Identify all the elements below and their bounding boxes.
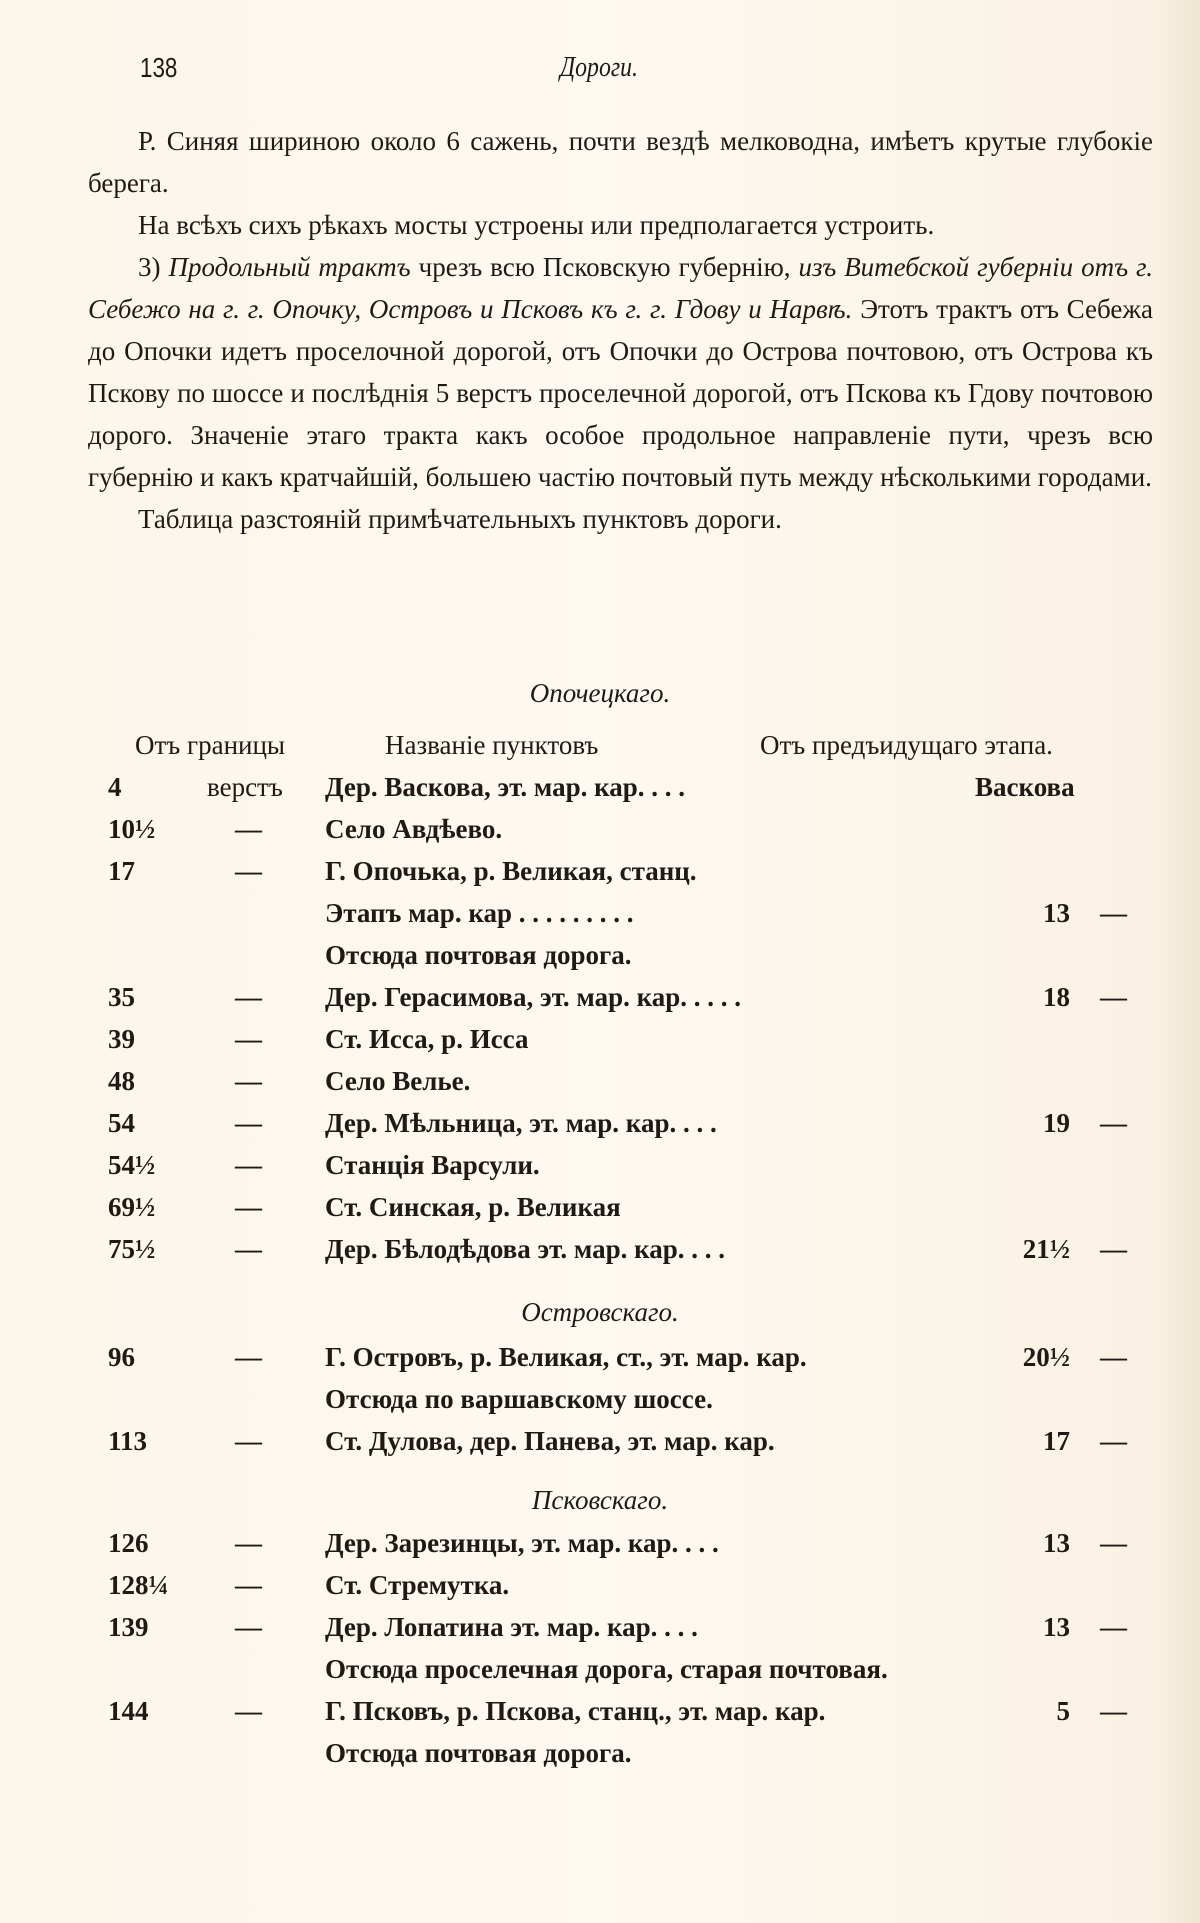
table-row (0, 1192, 1200, 1234)
stage-distance-unit: — (1100, 1528, 1127, 1558)
distance-from-border: 113 (108, 1426, 148, 1456)
distance-from-border: 126 (108, 1528, 149, 1558)
table-row (0, 1426, 1200, 1468)
place-name: Дер. Зарезинцы, эт. мар. кар. . . . (325, 1528, 719, 1558)
paragraph-longitudinal-tract (88, 246, 1153, 498)
table-row (0, 1024, 1200, 1066)
table-row (0, 1066, 1200, 1108)
table-row (0, 1108, 1200, 1150)
place-name: Отсюда проселечная дорога, старая почтовая. (325, 1654, 888, 1684)
stage-distance-unit: — (1100, 1342, 1127, 1372)
place-name: Этапъ мар. кар . . . . . . . . . (325, 898, 634, 928)
place-name: Дер. Васкова, эт. мар. кар. . . . (325, 772, 686, 802)
distance-unit: — (235, 1612, 262, 1642)
place-name: Станція Варсули. (325, 1150, 540, 1180)
tract-description: Этотъ трактъ отъ Себежа до Опочки идетъ проселочной дорогой, отъ Опочки до Острова почтовою, отъ Острова къ Пскову по шоссе и послѣднія 5 верстъ проселечной дорогой, отъ Пскова къ Гдову почтовою дорого. Значеніе этаго тракта какъ особое продольное направленіе пути, чрезъ всю губернію и какъ кратчайшій, большею частію почтовый путь между нѣсколькими городами. (88, 294, 1153, 492)
place-name: Отсюда по варшавскому шоссе. (325, 1384, 713, 1414)
table-row (0, 856, 1200, 898)
stage-distance: Васкова (975, 772, 1075, 802)
distance-unit: — (235, 1528, 262, 1558)
body-text (88, 120, 1153, 540)
stage-distance-unit: — (1100, 982, 1127, 1012)
stage-distance: 21½ (1022, 1234, 1070, 1264)
table-row (0, 1234, 1200, 1276)
distance-unit: — (235, 856, 262, 886)
stage-distance: 5 (1056, 1696, 1070, 1726)
tract-text-1: чрезъ всю Псковскую губернію, (410, 252, 799, 282)
table-row (0, 814, 1200, 856)
table-caption: Таблица разстояній примѣчательныхъ пунктовъ дороги. (138, 504, 782, 534)
stage-distance: 13 (1043, 898, 1070, 928)
stage-distance: 13 (1043, 1612, 1070, 1642)
stage-distance-unit: — (1100, 1108, 1127, 1138)
distance-from-border: 128¼ (108, 1570, 169, 1600)
distance-from-border: 48 (108, 1066, 135, 1096)
distance-unit: — (235, 1696, 262, 1726)
page-header (140, 52, 1155, 92)
distance-from-border: 54½ (108, 1150, 156, 1180)
stage-distance: 13 (1043, 1528, 1070, 1558)
table-row (0, 1738, 1200, 1780)
stage-distance: 19 (1043, 1108, 1070, 1138)
table-row (0, 898, 1200, 940)
distance-unit: — (235, 982, 262, 1012)
distance-unit: — (235, 1234, 262, 1264)
table-row (0, 1150, 1200, 1192)
table-row (0, 1384, 1200, 1426)
stage-distance-unit: — (1100, 1696, 1127, 1726)
table-row (0, 1570, 1200, 1612)
section-heading-ostrov: Островскаго. (521, 1297, 679, 1327)
stage-distance-unit: — (1100, 1234, 1127, 1264)
place-name: Дер. Бѣлодѣдова эт. мар. кар. . . . (325, 1234, 726, 1264)
place-name: Село Авдѣево. (325, 814, 503, 844)
place-name: Отсюда почтовая дорога. (325, 940, 632, 970)
stage-distance: 20½ (1022, 1342, 1070, 1372)
stage-distance-unit: — (1100, 1426, 1127, 1456)
place-name: Ст. Дулова, дер. Панева, эт. мар. кар. (325, 1426, 775, 1456)
table-row (0, 940, 1200, 982)
column-header-place-name: Названіе пунктовъ (385, 730, 599, 760)
table-row (0, 1342, 1200, 1384)
distance-from-border: 139 (108, 1612, 149, 1642)
distance-from-border: 39 (108, 1024, 135, 1054)
place-name: Г. Опочька, р. Великая, станц. (325, 856, 697, 886)
distance-unit: — (235, 1024, 262, 1054)
table-row (0, 1654, 1200, 1696)
place-name: Ст. Стремутка. (325, 1570, 510, 1600)
stage-distance: 18 (1043, 982, 1070, 1012)
distance-unit: — (235, 1192, 262, 1222)
distance-unit: — (235, 1066, 262, 1096)
place-name: Дер. Герасимова, эт. мар. кар. . . . . (325, 982, 742, 1012)
column-header-from-border: Отъ границы (135, 730, 286, 760)
place-name: Дер. Лопатина эт. мар. кар. . . . (325, 1612, 698, 1642)
stage-distance: 17 (1043, 1426, 1070, 1456)
place-name: Село Велье. (325, 1066, 471, 1096)
distance-from-border: 10½ (108, 814, 156, 844)
distance-from-border: 144 (108, 1696, 149, 1726)
stage-distance-unit: — (1100, 898, 1127, 928)
item-number: 3) (138, 252, 161, 282)
distance-unit: — (235, 1342, 262, 1372)
distance-unit: — (235, 1150, 262, 1180)
place-name: Дер. Мѣльница, эт. мар. кар. . . . (325, 1108, 717, 1138)
distance-unit: — (235, 1570, 262, 1600)
column-header-from-previous-stage: Отъ предъидущаго этапа. (760, 730, 1053, 760)
table-row (0, 982, 1200, 1024)
distance-from-border: 75½ (108, 1234, 156, 1264)
tract-title: Продольный трактъ (168, 252, 411, 282)
place-name: Отсюда почтовая дорога. (325, 1738, 632, 1768)
distance-unit: — (235, 1108, 262, 1138)
tract-route: изъ Витебской губерніи отъ г. Себежо на г. г. Опочку, Островъ и Псковъ къ г. г. Гдову и Нарвѣ. (88, 252, 1153, 324)
paragraph-river-sinyaya: Р. Синяя шириною около 6 сажень, почти вездѣ мелководна, имѣетъ крутые глубокіе берега. (88, 126, 1153, 198)
paragraph-bridges: На всѣхъ сихъ рѣкахъ мосты устроены или предполагается устроить. (138, 210, 935, 240)
place-name: Ст. Исса, р. Исса (325, 1024, 529, 1054)
table-row (0, 1528, 1200, 1570)
section-heading-pskov: Псковскаго. (531, 1485, 669, 1515)
stage-distance-unit: — (1100, 1612, 1127, 1642)
table-row (0, 772, 1200, 814)
distance-from-border: 17 (108, 856, 135, 886)
distance-from-border: 54 (108, 1108, 135, 1138)
distance-unit: верстъ (207, 772, 283, 802)
distance-unit: — (235, 1426, 262, 1456)
distance-from-border: 69½ (108, 1192, 156, 1222)
distance-from-border: 4 (108, 772, 122, 802)
table-header (135, 730, 1165, 772)
section-heading-opochka: Опочецкаго. (529, 678, 671, 708)
place-name: Г. Псковъ, р. Псковa, станц., эт. мар. кар. (325, 1696, 826, 1726)
place-name: Ст. Синская, р. Великая (325, 1192, 621, 1222)
running-title: Дороги. (560, 52, 638, 83)
distance-from-border: 35 (108, 982, 135, 1012)
page-number: 138 (140, 52, 178, 83)
table-row (0, 1696, 1200, 1738)
distance-unit: — (235, 814, 262, 844)
place-name: Г. Островъ, р. Великая, ст., эт. мар. кар. (325, 1342, 807, 1372)
table-row (0, 1612, 1200, 1654)
distance-from-border: 96 (108, 1342, 135, 1372)
